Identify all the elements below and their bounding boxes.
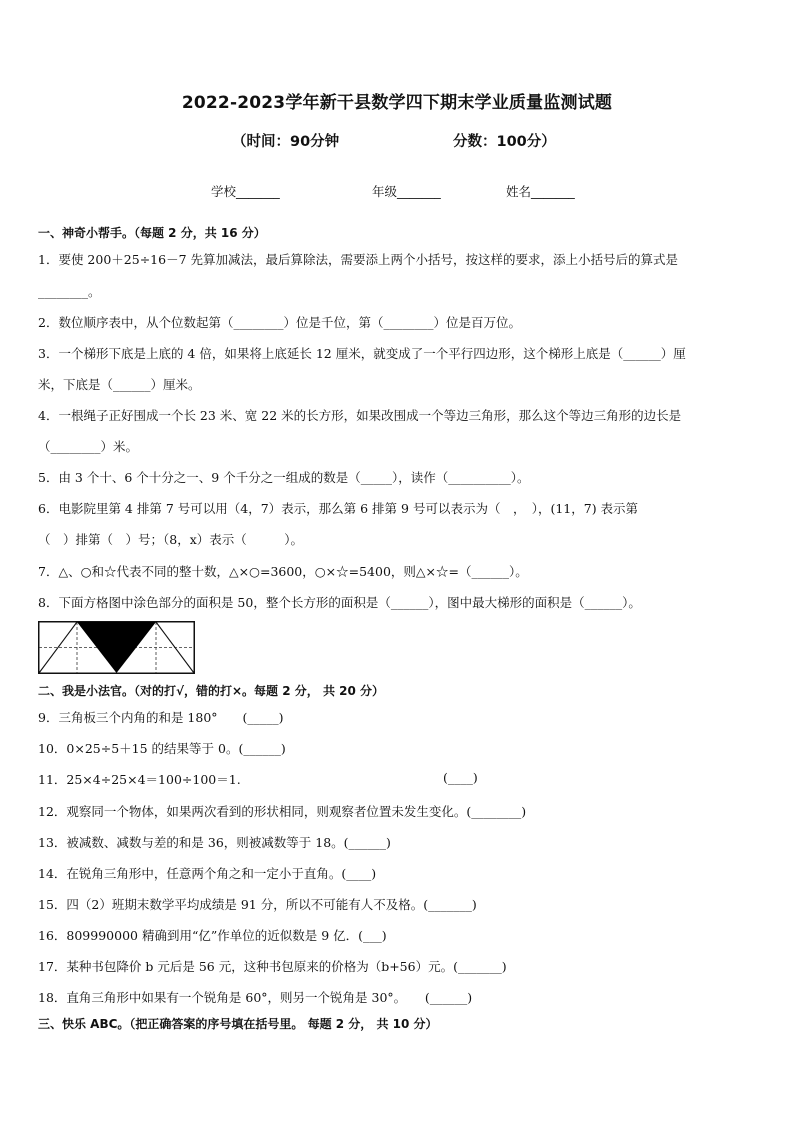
question-11: 11．25×4÷25×4＝100÷100＝1. xyxy=(38,772,241,787)
section-3-heading: 三、快乐 ABC。（把正确答案的序号填在括号里。 每题 2 分， 共 10 分） xyxy=(38,1017,438,1031)
question-10: 10．0×25÷5＋15 的结果等于 0。(______) xyxy=(38,741,286,756)
question-6-line-1: 6．电影院里第 4 排第 7 号可以用（4，7）表示，那么第 6 排第 9 号可以表示为（ ， ），(11，7) 表示第 xyxy=(38,501,639,516)
exam-time: （时间：90分钟 xyxy=(232,134,340,150)
question-4-line-1: 4．一根绳子正好围成一个长 23 米、宽 22 米的长方形，如果改围成一个等边三角形，那么这个等边三角形的边长是 xyxy=(38,408,682,423)
question-4-line-2: （________）米。 xyxy=(38,439,139,454)
question-15: 15．四（2）班期末数学平均成绩是 91 分，所以不可能有人不及格。(_______) xyxy=(38,897,477,912)
question-1-line-1: 1．要使 200＋25÷16－7 先算加减法，最后算除法，需要添上两个小括号，按这样的要求，添上小括号后的算式是 xyxy=(38,252,678,267)
section-1-heading: 一、神奇小帮手。（每题 2 分，共 16 分） xyxy=(38,226,266,240)
grade-field: 年级_______ xyxy=(372,184,441,199)
question-9: 9．三角板三个内角的和是 180° (_____) xyxy=(38,710,284,725)
question-3-line-1: 3．一个梯形下底是上底的 4 倍，如果将上底延长 12 厘米，就变成了一个平行四边形，这个梯形上底是（______）厘 xyxy=(38,346,686,361)
question-7: 7．△、○和☆代表不同的整十数，△×○=3600，○×☆=5400，则△×☆=（______）。 xyxy=(38,564,528,579)
name-field: 姓名_______ xyxy=(506,184,575,199)
question-11-answer-blank: (____) xyxy=(443,770,478,785)
question-18: 18．直角三角形中如果有一个锐角是 60°，则另一个锐角是 30°。 (______) xyxy=(38,990,473,1005)
question-2: 2．数位顺序表中，从个位数起第（________）位是千位，第（________）位是百万位。 xyxy=(38,315,521,330)
page-title: 2022-2023学年新干县数学四下期末学业质量监测试题 xyxy=(181,93,613,113)
exam-score: 分数：100分） xyxy=(453,134,556,150)
question-14: 14．在锐角三角形中，任意两个角之和一定小于直角。(____) xyxy=(38,866,377,881)
question-1-line-2: ________。 xyxy=(38,284,101,299)
question-8: 8．下面方格图中涂色部分的面积是 50，整个长方形的面积是（______），图中最大梯形的面积是（______）。 xyxy=(38,595,641,610)
question-5: 5．由 3 个十、6 个十分之一、9 个千分之一组成的数是（_____），读作（__________）。 xyxy=(38,470,530,485)
question-17: 17．某种书包降价 b 元后是 56 元，这种书包原来的价格为（b+56）元。(_______) xyxy=(38,959,507,974)
question-13: 13．被减数、减数与差的和是 36，则被减数等于 18。(______) xyxy=(38,835,391,850)
grid-trapezoid-figure xyxy=(38,621,195,674)
school-field: 学校_______ xyxy=(211,184,280,199)
question-16: 16．809990000 精确到用“亿”作单位的近似数是 9 亿．(___) xyxy=(38,928,387,943)
section-2-heading: 二、我是小法官。（对的打√，错的打×。每题 2 分， 共 20 分） xyxy=(38,684,384,698)
question-6-line-2: （ ）排第（ ）号；（8，x）表示（ ）。 xyxy=(38,532,304,547)
question-3-line-2: 米，下底是（______）厘米。 xyxy=(38,377,201,392)
question-12: 12．观察同一个物体，如果两次看到的形状相同，则观察者位置未发生变化。(________) xyxy=(38,804,527,819)
